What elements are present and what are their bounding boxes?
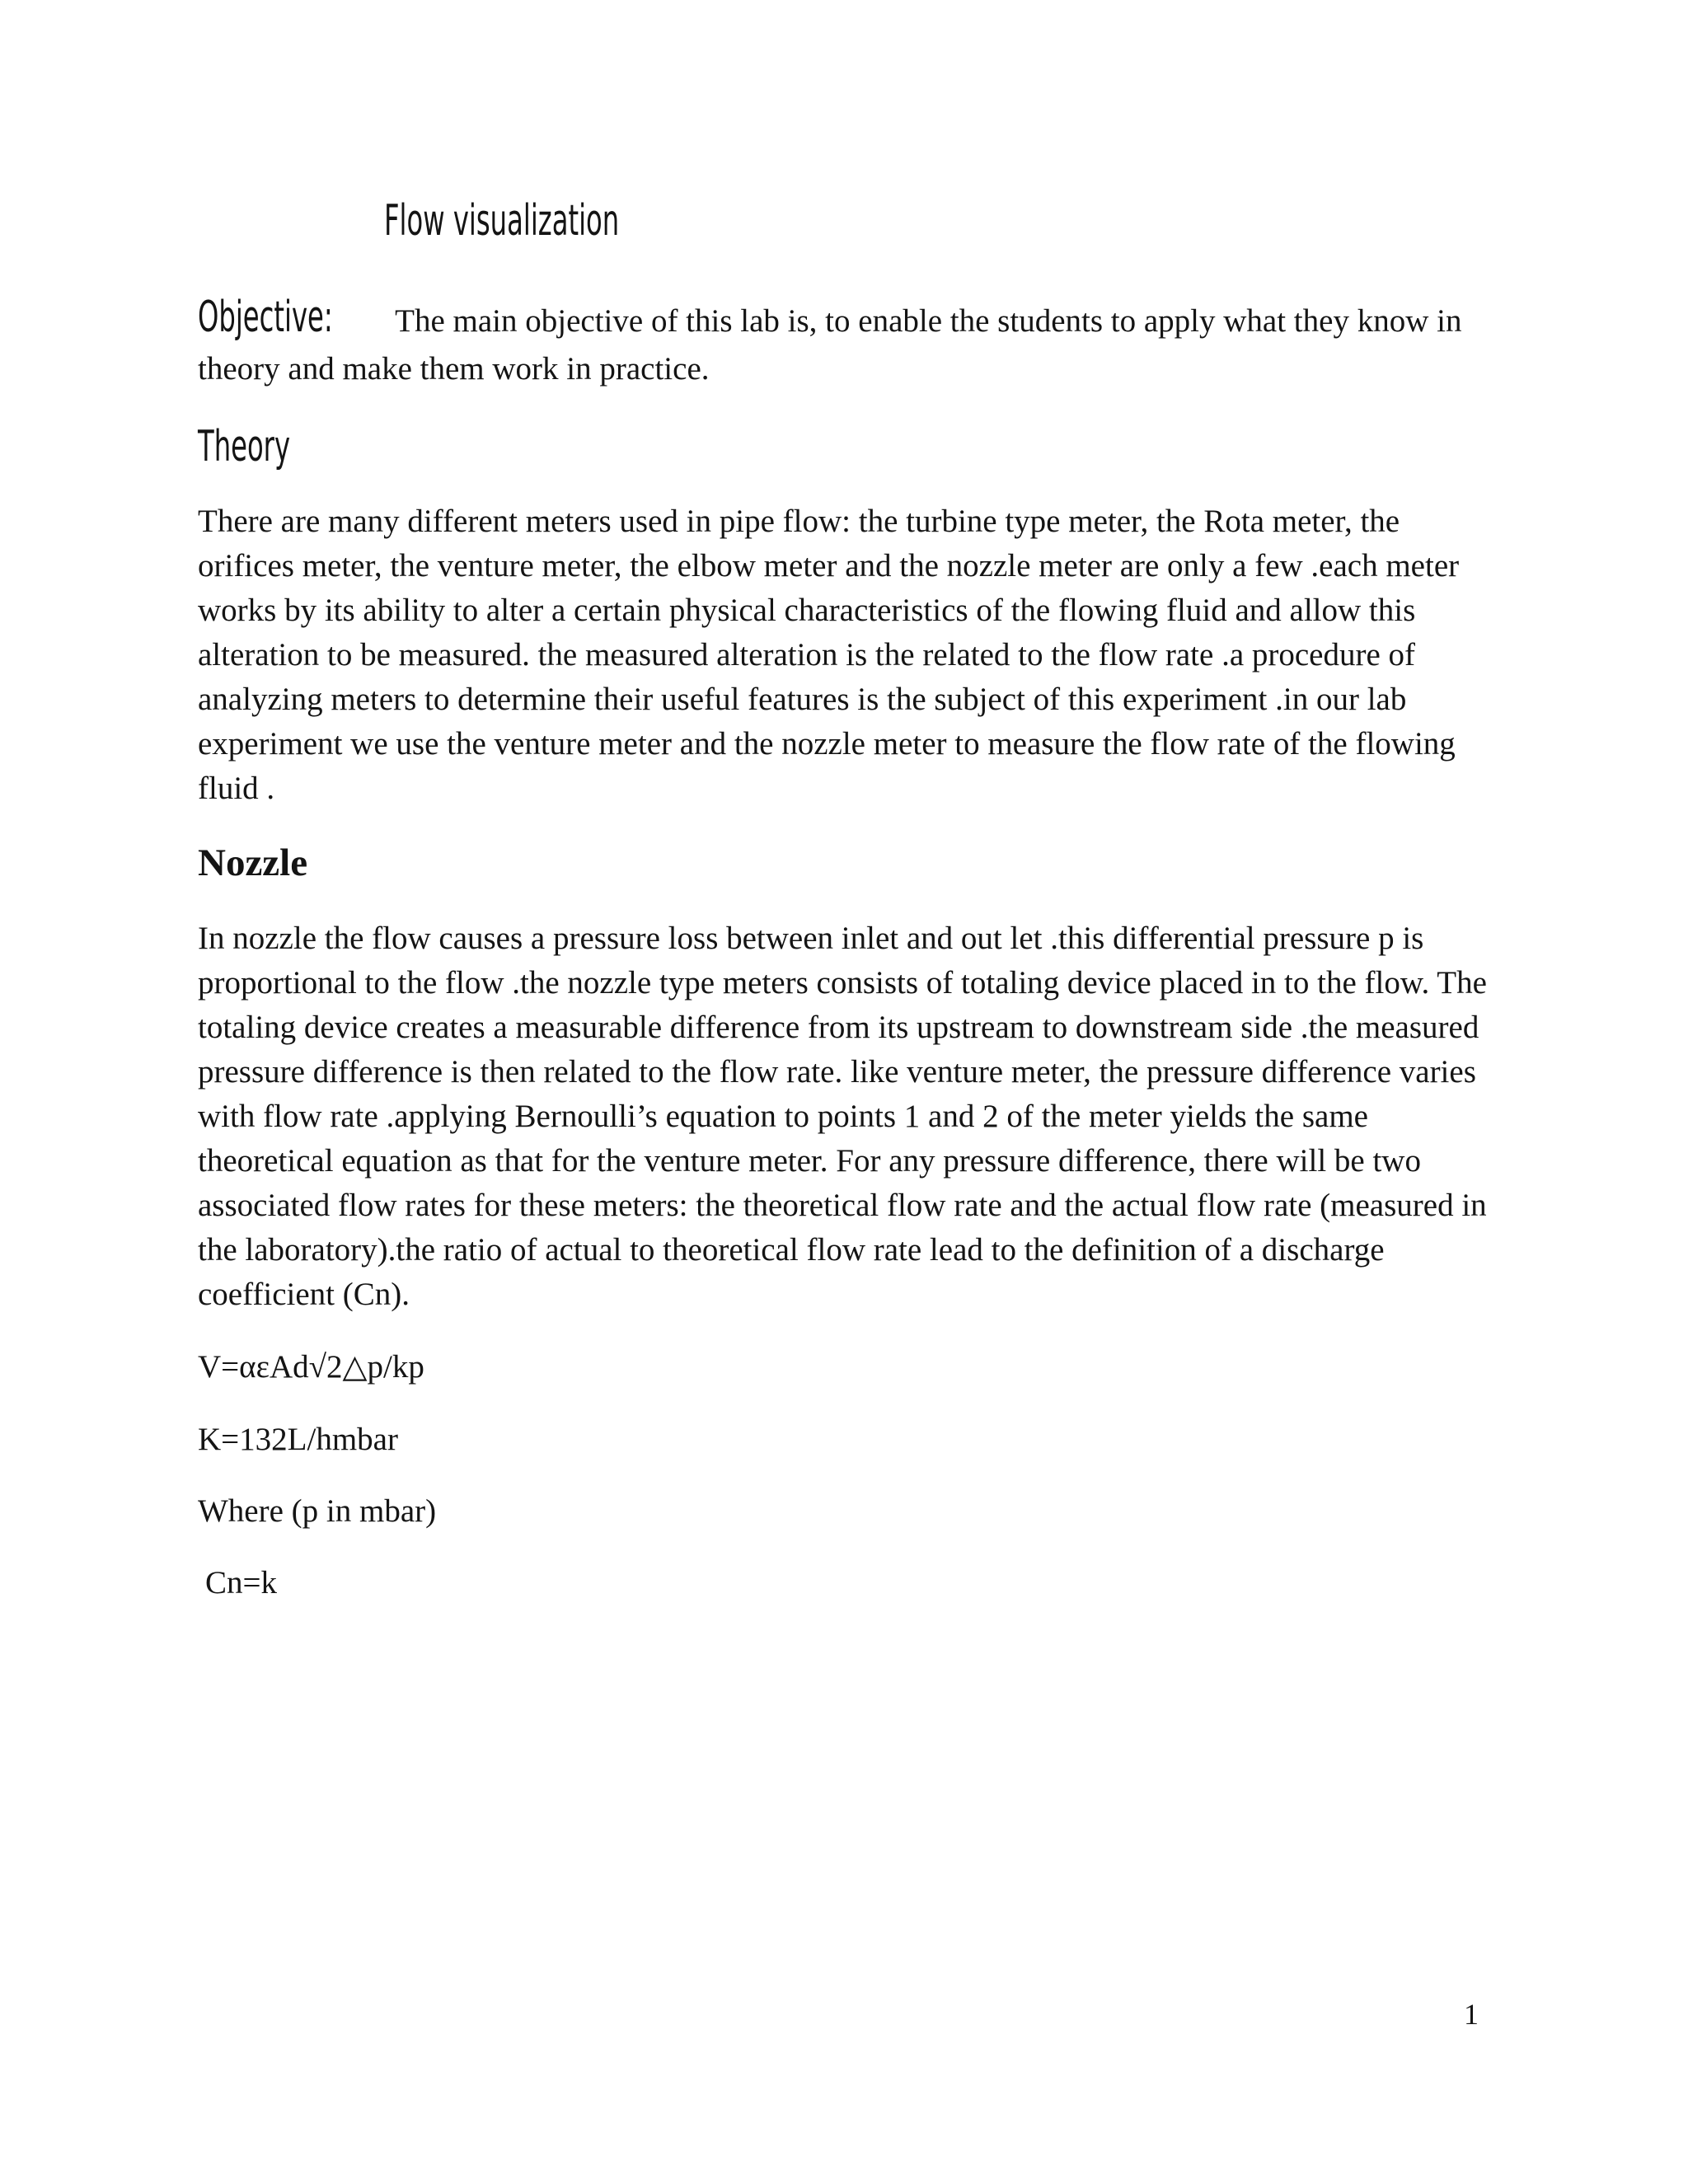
objective-paragraph [198,293,1500,393]
objective-label: Objective: [198,293,333,342]
nozzle-heading: Nozzle [198,841,308,884]
discharge-coefficient-equation: Cn=k [205,1565,278,1601]
page-number: 1 [1464,1998,1479,2031]
flow-equation: V=αεAd√2△p/kp [198,1349,424,1385]
nozzle-paragraph: In nozzle the flow causes a pressure loss between inlet and out let .this differential pressure p is proportional to the flow .the nozzle type meters consists of totaling device placed in to the flow. The totaling device creates a measurable difference from its upstream to downstream side .the measured pressure difference is then related to the flow rate. like venture meter, the pressure difference varies with flow rate .applying Bernoulli’s equation to points 1 and 2 of the meter yields the same theoretical equation as that for the venture meter. For any pressure difference, there will be two associated flow rates for these meters: the theoretical flow rate and the actual flow rate (measured in the laboratory).the ratio of actual to theoretical flow rate lead to the definition of a discharge coefficient (Cn). [198,921,1487,1312]
k-constant-equation: K=132L/hmbar [198,1422,398,1457]
theory-paragraph: There are many different meters used in pipe flow: the turbine type meter, the Rota meter, the orifices meter, the venture meter, the elbow meter and the nozzle meter are only a few .each meter works by its ability to alter a certain physical characteristics of the flowing fluid and allow this alteration to be measured. the measured alteration is the related to the flow rate .a procedure of analyzing meters to determine their useful features is the subject of this experiment .in our lab experiment we use the venture meter and the nozzle meter to measure the flow rate of the flowing fluid . [198,504,1460,806]
objective-text: The main objective of this lab is, to enable the students to apply what they know in theory and make them work in practice. [198,303,1462,387]
theory-heading: Theory [198,422,291,471]
unit-note: Where (p in mbar) [198,1493,437,1529]
document-title: Flow visualization [384,196,620,246]
